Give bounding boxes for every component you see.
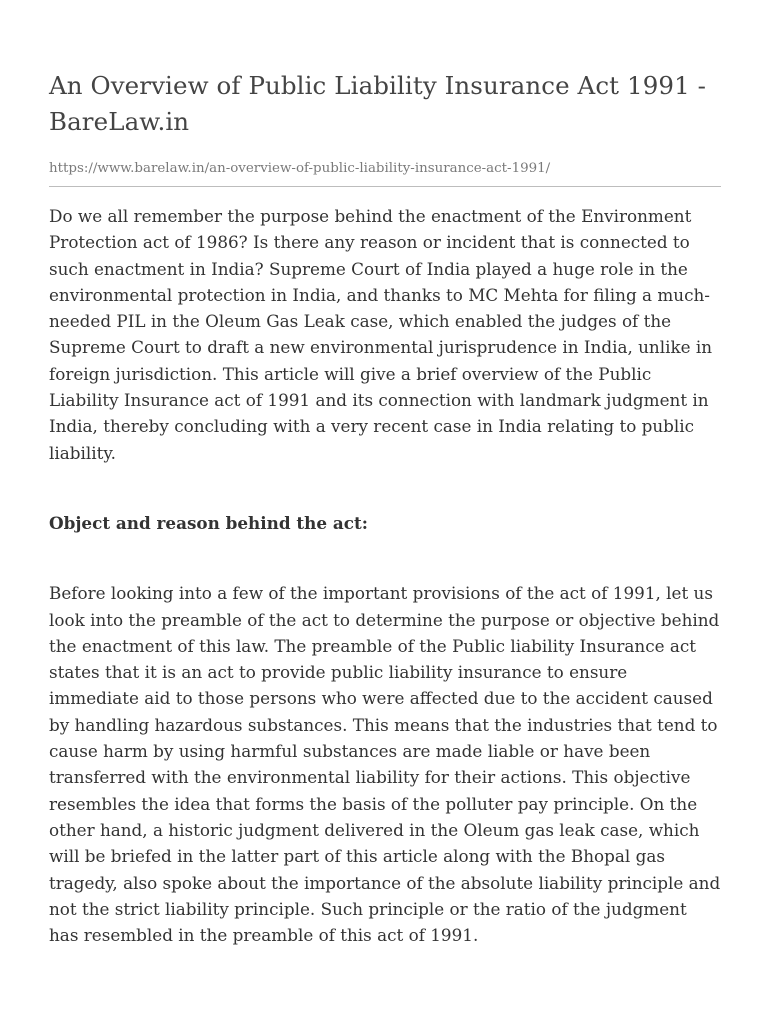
intro-paragraph: Do we all remember the purpose behind the enactment of the Environment Protection act of 1986? Is there any reason or incident that is connected to such enactment in India? Supreme Court of India played a huge role in the environmental protection in India, and thanks to MC Mehta for filing a much-needed PIL in the Oleum Gas Leak case, which enabled the judges of the Supreme Court to draft a new environmental jurisprudence in India, unlike in foreign jurisdiction. This article will give a brief overview of the Public Liability Insurance act of 1991 and its connection with landmark judgment in India, thereby concluding with a very recent case in India relating to public liability. bbox=[49, 206, 713, 463]
divider bbox=[49, 186, 721, 187]
source-url[interactable]: https://www.barelaw.in/an-overview-of-public-liability-insurance-act-1991/ bbox=[49, 161, 551, 176]
body-paragraph: Before looking into a few of the important provisions of the act of 1991, let us look into the preamble of the act to determine the purpose or objective behind the enactment of this law. The preamble of the Public liability Insurance act states that it is an act to provide public liability insurance to ensure immediate aid to those persons who were affected due to the accident caused by handling hazardous substances. This means that the industries that tend to cause harm by using harmful substances are made liable or have been transferred with the environmental liability for their actions. This objective resembles the idea that forms the basis of the polluter pay principle. On the other hand, a historic judgment delivered in the Oleum gas leak case, which will be briefed in the latter part of this article along with the Bhopal gas tragedy, also spoke about the importance of the absolute liability principle and not the strict liability principle. Such principle or the ratio of the judgment has resembled in the preamble of this act of 1991. bbox=[49, 583, 721, 946]
section-heading: Object and reason behind the act: bbox=[49, 512, 368, 533]
article-page bbox=[49, 68, 721, 948]
article-title: An Overview of Public Liability Insurance Act 1991 - BareLaw.in bbox=[49, 71, 707, 136]
